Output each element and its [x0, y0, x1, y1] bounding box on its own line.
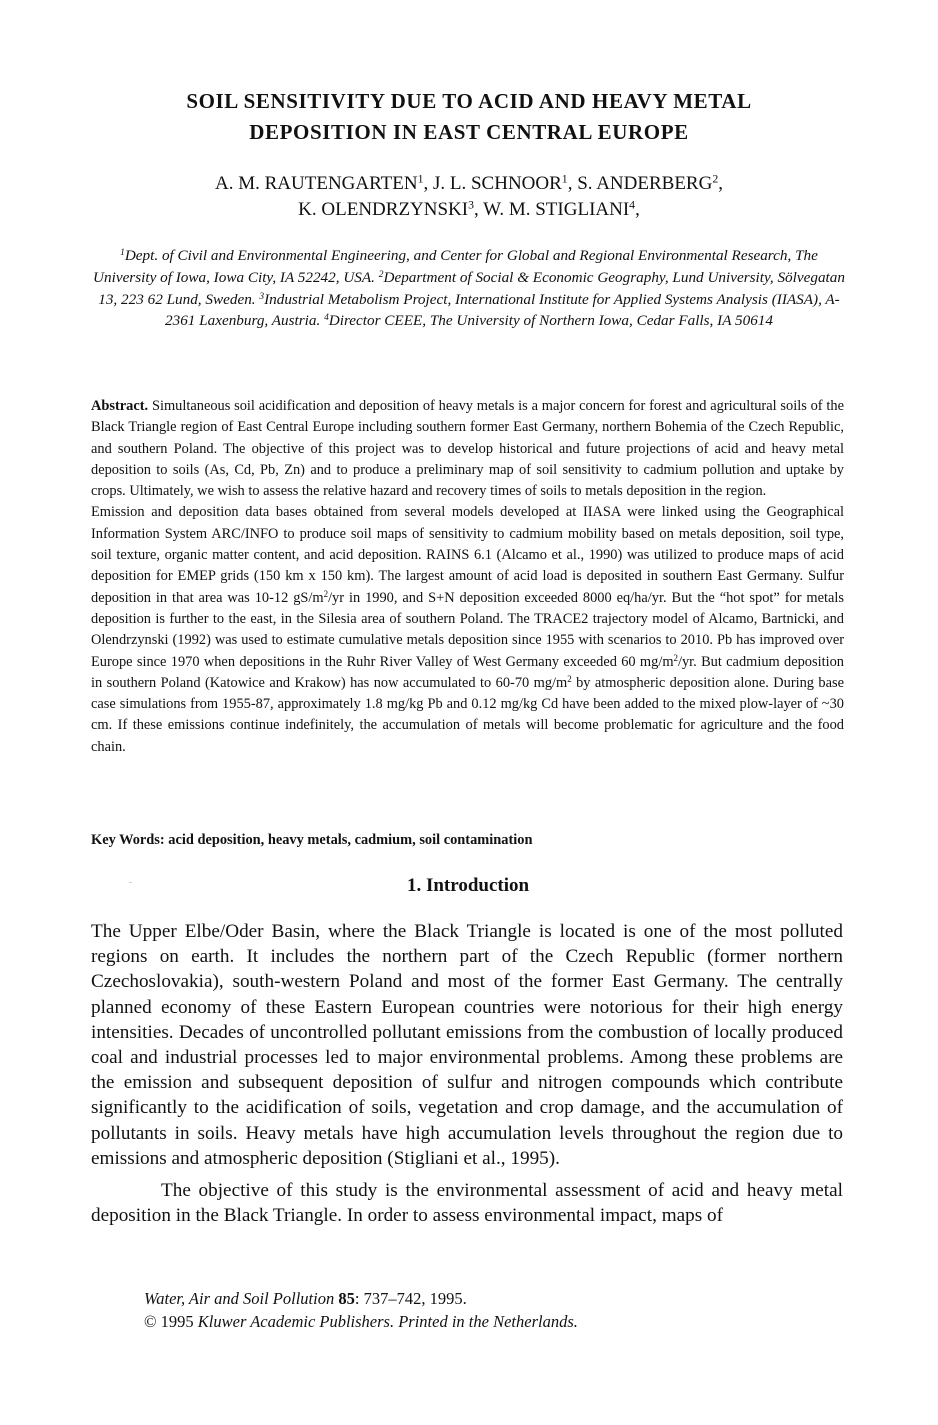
author-name: A. M. RAUTENGARTEN — [215, 173, 418, 194]
author-name: K. OLENDRZYNSKI — [298, 199, 469, 220]
journal-volume: 85 — [334, 1289, 355, 1308]
title-line-2: DEPOSITION IN EAST CENTRAL EUROPE — [249, 120, 689, 144]
affiliation-marker: 3 — [259, 291, 265, 302]
author-name: , W. M. STIGLIANI — [474, 199, 630, 220]
abstract-paragraph-2 — [91, 502, 844, 758]
abstract-text: /yr in 1990, and S+N deposition exceeded 8000 eq/ha/yr. But the “hot spot” for metals deposition is further to the east, in the Silesia area of southern Poland. The TRACE2 trajectory model of Alcamo, Bartnicki, and Olendrzynski (1992) was used to estimate cumulative metals deposition since 1955 with scenarios to 2010. Pb has improved over Europe since 1970 when depositions in the Ruhr River Valley of West Germany exceeded 60 mg/m — [91, 589, 844, 670]
author-superscript: 1 — [561, 172, 568, 186]
introduction-body — [91, 919, 843, 1228]
section-heading-introduction: 1. Introduction — [406, 875, 530, 896]
abstract — [91, 396, 844, 758]
affiliation-marker: 2 — [378, 269, 384, 280]
unit-superscript: 2 — [323, 588, 329, 599]
title-line-1: SOIL SENSITIVITY DUE TO ACID AND HEAVY METAL — [186, 89, 752, 113]
author-line-2 — [92, 197, 846, 223]
author-superscript: 2 — [712, 172, 719, 186]
abstract-text: Simultaneous soil acidification and deposition of heavy metals is a major concern for forest and agricultural soils of the Black Triangle region of East Central Europe including southern former East Germany, northern Bohemia of the Czech Republic, and southern Poland. The objective of this project was to develop historical and future projections of acid and heavy metal deposition to soils (As, Cd, Pb, Zn) and to produce a preliminary map of soil sensitivity to cadmium pollution and uptake by crops. Ultimately, we wish to assess the relative hazard and recovery times of soils to metals deposition in the region. — [91, 398, 844, 500]
affiliation-marker: 1 — [120, 247, 125, 258]
author-name: , S. ANDERBERG — [567, 173, 713, 194]
citation-footer — [144, 1287, 578, 1333]
publisher-note: Kluwer Academic Publishers. Printed in the Netherlands. — [197, 1312, 578, 1331]
affiliation-text: Dept. of Civil and Environmental Engineering, and Center for Global and Regional Environmental Research, The University of Iowa, Iowa City, IA 52242, USA. — [93, 247, 818, 286]
author-line-1 — [92, 171, 846, 197]
author-separator: , — [718, 173, 723, 194]
author-superscript: 1 — [417, 172, 424, 186]
introduction-paragraph-1: The Upper Elbe/Oder Basin, where the Black Triangle is located is one of the most polluted regions on earth. It includes the northern part of the Czech Republic (former northern Czechoslovakia), south-western Poland and most of the former East Germany. The centrally planned economy of these Eastern European countries were notorious for their high energy intensities. Decades of uncontrolled pollutant emissions from the combustion of locally produced coal and industrial processes led to major environmental problems. Among these problems are the emission and subsequent deposition of sulfur and nitrogen compounds which contribute significantly to the acidification of soils, vegetation and crop damage, and the accumulation of pollutants in soils. Heavy metals have high accumulation levels throughout the region due to emissions and atmospheric deposition (Stigliani et al., 1995). — [91, 921, 843, 1169]
author-superscript: 3 — [468, 198, 474, 212]
author-separator: , — [635, 199, 640, 220]
journal-pages: : 737–742, 1995. — [354, 1289, 467, 1308]
introduction-paragraph-2: The objective of this study is the environmental assessment of acid and heavy metal deposition in the Black Triangle. In order to assess environmental impact, maps of — [91, 1180, 843, 1227]
affiliations — [92, 245, 846, 332]
abstract-label: Abstract. — [91, 398, 149, 414]
affiliation-marker: 4 — [324, 313, 329, 324]
author-superscript: 4 — [629, 198, 636, 212]
copyright-line — [144, 1310, 578, 1333]
paper-title — [92, 86, 846, 148]
unit-superscript: 2 — [567, 673, 572, 684]
affiliation-text: Department of Social & Economic Geography, Lund University, Sölvegatan 13, 223 62 Lund, Sweden. — [98, 268, 845, 308]
unit-superscript: 2 — [673, 652, 678, 663]
abstract-text: Emission and deposition data bases obtained from several models developed at IIASA were linked using the Geographical Information System ARC/INFO to produce soil maps of sensitivity to cadmium mobility based on metals deposition, soil type, soil texture, organic matter content, and acid deposition. RAINS 6.1 (Alcamo et al., 1990) was utilized to produce maps of acid deposition for EMEP grids (150 km x 150 km). The largest amount of acid load is deposited in southern East Germany. Sulfur deposition in that area was 10-12 gS/m — [91, 504, 844, 606]
copyright-year: © 1995 — [144, 1312, 198, 1331]
affiliation-text: Industrial Metabolism Project, International Institute for Applied Systems Analysis (IIASA), A-2361 Laxenburg, Austria. — [165, 290, 840, 330]
author-name: , J. L. SCHNOOR — [423, 173, 562, 194]
abstract-text: /yr. But cadmium deposition in southern Poland (Katowice and Krakow) has now accumulated to 60-70 mg/m — [91, 653, 844, 691]
abstract-paragraph-1 — [91, 396, 844, 502]
journal-name: Water, Air and Soil Pollution — [144, 1289, 335, 1308]
author-list — [92, 171, 846, 223]
affiliation-text: Director CEEE, The University of Northern Iowa, Cedar Falls, IA 50614 — [328, 312, 773, 330]
key-words: Key Words: acid deposition, heavy metals, cadmium, soil contamination — [91, 832, 533, 848]
journal-citation — [144, 1287, 578, 1310]
abstract-text: by atmospheric deposition alone. During base case simulations from 1955-87, approximately 1.8 mg/kg Pb and 0.12 mg/kg Cd have been added to the mixed plow-layer of ~30 cm. If these emissions continue indefinitely, the accumulation of metals will become problematic for agriculture and the food chain. — [91, 674, 844, 755]
